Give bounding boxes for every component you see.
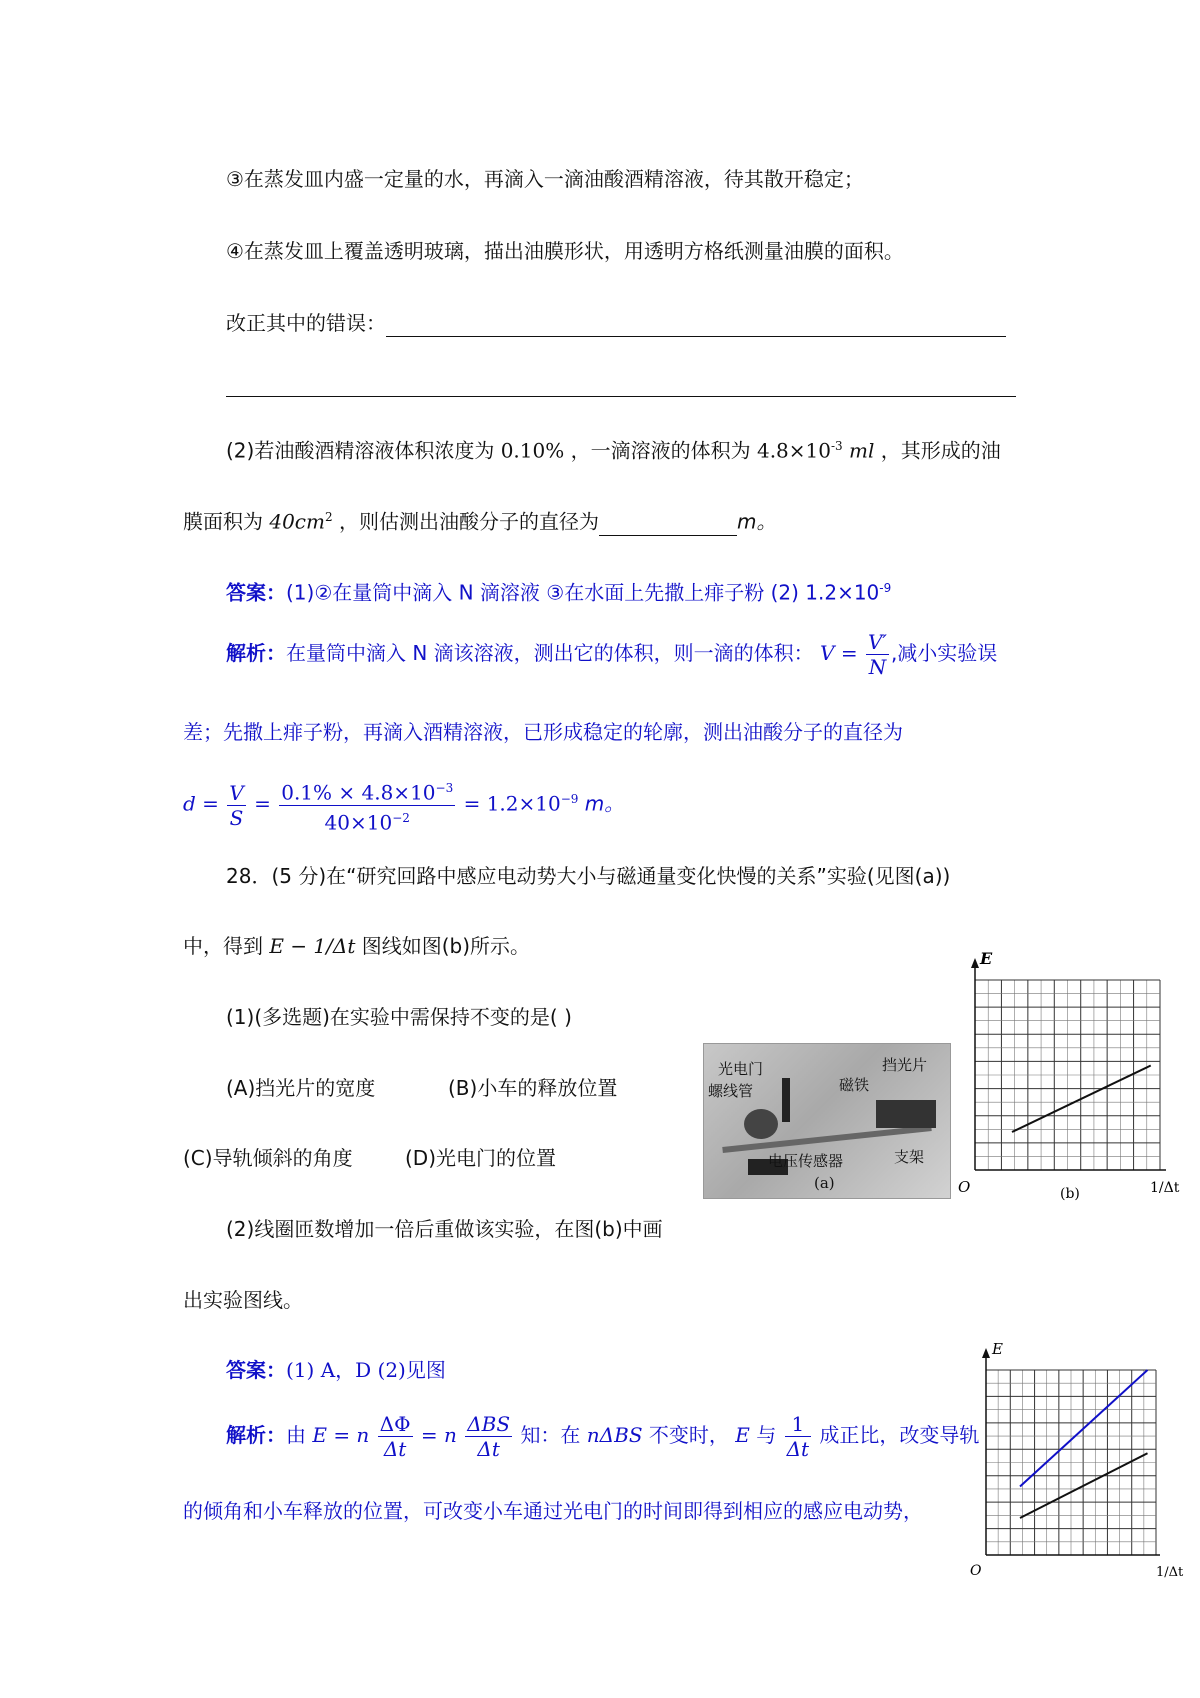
graph-b-ylabel: E	[980, 950, 993, 968]
answer-2-text: (1) A，D (2)见图	[286, 1358, 446, 1382]
bs-fraction	[465, 1412, 512, 1461]
q2-vol: 4.8×10	[756, 438, 831, 463]
label-gate: 光电门	[718, 1060, 764, 1078]
q28-sub-2-cont: 出实验图线。	[183, 1288, 303, 1312]
emf-symbol: E	[735, 1423, 750, 1447]
graph-answer-y-arrow	[982, 1348, 990, 1358]
analysis-2-line-2: 的倾角和小车释放的位置，可改变小车通过光电门的时间即得到相应的感应电动势，	[183, 1499, 923, 1523]
q2-area: 40cm	[269, 509, 325, 534]
inverse-den: Δt	[786, 1437, 810, 1461]
inverse-fraction	[785, 1412, 811, 1461]
q2-line-1	[226, 432, 1001, 465]
graph-b-y-arrow	[971, 958, 979, 968]
q2-text-e: ，则估测出油酸分子的直径为	[338, 509, 599, 534]
option-c: (C)导轨倾斜的角度	[183, 1146, 353, 1170]
answer-1-exp: -9	[879, 581, 892, 595]
q2-area-exp: 2	[324, 510, 333, 524]
gate-shape	[782, 1078, 790, 1122]
flux-num: ΔΦ	[379, 1412, 411, 1436]
q28-sub-2: (2)线圈匝数增加一倍后重做该实验，在图(b)中画	[226, 1217, 663, 1241]
graph-answer-origin: O	[970, 1563, 982, 1579]
q28-text-a: 中，得到	[183, 934, 263, 958]
value-fraction-den	[279, 806, 455, 835]
step-3: ③在蒸发皿内盛一定量的水，再滴入一滴油酸酒精溶液，待其散开稳定；	[226, 167, 864, 191]
q2-text-a: (2)若油酸酒精溶液体积浓度为	[226, 438, 495, 463]
eq-n: = n	[420, 1423, 457, 1447]
d-lhs: d =	[183, 791, 219, 816]
label-shutter: 挡光片	[882, 1056, 928, 1074]
q2-text-c: ，其形成的油	[880, 438, 1001, 463]
volume-fraction-num: V′	[867, 630, 887, 654]
q2-vol-exp: -3	[830, 439, 843, 453]
analysis-2-text-d: 与	[756, 1423, 777, 1447]
q28-line-1: 28．(5 分)在“研究回路中感应电动势大小与磁通量变化快慢的关系”实验(见图(a))	[226, 864, 951, 888]
graph-b	[950, 950, 1200, 1210]
value-fraction-num	[279, 776, 455, 806]
series-line-2	[1020, 1370, 1148, 1487]
label-sensor: 电压传感器	[768, 1152, 844, 1170]
analysis-2-text-a: 由	[286, 1423, 306, 1447]
q28-formula: E − 1/Δt	[269, 934, 356, 958]
series-line-1	[1012, 1066, 1151, 1133]
bs-den: Δt	[477, 1437, 500, 1461]
analysis-2-line-1	[226, 1402, 979, 1468]
q2-line-2	[183, 503, 776, 536]
result-text: = 1.2×10	[463, 791, 561, 816]
cart-shape	[876, 1100, 936, 1128]
d-fraction	[227, 781, 245, 830]
value-fraction	[279, 776, 455, 834]
diameter-formula	[183, 768, 625, 835]
emf-lhs: E = n	[312, 1423, 370, 1447]
value-den-exp: −2	[392, 810, 410, 825]
diameter-blank[interactable]	[599, 509, 737, 536]
label-stand: 支架	[894, 1148, 925, 1166]
answer-1	[226, 574, 891, 607]
answer-2	[226, 1356, 446, 1384]
volume-fraction-den: N	[868, 655, 887, 679]
q28-sub-1: (1)(多选题)在实验中需保持不变的是( )	[226, 1005, 572, 1029]
result-exp: −9	[560, 792, 579, 806]
q2-text-d: 膜面积为	[183, 509, 263, 534]
result-unit: m。	[584, 791, 625, 816]
q2-text-b: ，一滴溶液的体积为	[570, 438, 751, 463]
label-coil: 螺线管	[708, 1082, 754, 1100]
analysis-2-label: 解析：	[226, 1423, 286, 1447]
graph-answer-ylabel: E	[992, 1340, 1003, 1358]
analysis-1-line-2: 差；先撒上痱子粉，再滴入酒精溶液，已形成稳定的轮廓，测出油酸分子的直径为	[183, 720, 903, 744]
apparatus-photo	[703, 1043, 951, 1199]
inverse-num: 1	[785, 1412, 811, 1437]
answer-1-label: 答案：	[226, 580, 286, 605]
nbs: nΔBS	[586, 1423, 643, 1447]
flux-den: Δt	[383, 1437, 407, 1461]
graph-b-xlabel: 1/Δt	[1150, 1180, 1180, 1196]
value-num-exp: −3	[435, 781, 454, 795]
correct-prompt-label: 改正其中的错误：	[226, 311, 386, 335]
graph-b-lines	[1012, 1066, 1151, 1133]
answer-blank-2[interactable]	[226, 396, 1016, 397]
step-4: ④在蒸发皿上覆盖透明玻璃，描出油膜形状，用透明方格纸测量油膜的面积。	[226, 239, 904, 263]
graph-b-caption: (b)	[1060, 1186, 1080, 1202]
answer-1-text: (1)②在量筒中滴入 N 滴溶液 ③在水面上先撒上痱子粉 (2) 1.2×10	[286, 580, 880, 605]
analysis-1-label: 解析：	[226, 641, 286, 665]
volume-formula-lhs: V =	[820, 641, 858, 665]
value-num-text: 0.1% × 4.8×10	[281, 780, 436, 805]
analysis-1-text-b: ,减小实验误	[890, 641, 998, 665]
analysis-2-text-e: 成正比，改变导轨	[819, 1423, 980, 1447]
option-a: (A)挡光片的宽度	[226, 1076, 376, 1100]
q2-vol-unit: ml	[849, 438, 875, 463]
answer-blank-1[interactable]	[386, 310, 1006, 337]
correct-prompt	[226, 309, 1006, 337]
flux-fraction	[378, 1412, 413, 1461]
d-eq: =	[254, 791, 271, 816]
q28-line-2	[183, 932, 530, 960]
series-line-1	[1020, 1453, 1148, 1518]
d-fraction-num: V	[229, 780, 244, 805]
label-magnet: 磁铁	[839, 1076, 870, 1094]
label-caption-a: (a)	[814, 1174, 835, 1192]
graph-answer-xlabel: 1/Δt	[1156, 1565, 1184, 1580]
coil-shape	[744, 1109, 778, 1139]
option-b: (B)小车的释放位置	[448, 1076, 618, 1100]
graph-answer	[960, 1340, 1200, 1585]
volume-fraction	[866, 630, 889, 679]
analysis-2-text-c: 不变时，	[648, 1423, 729, 1447]
analysis-2-text-b: 知：在	[520, 1423, 581, 1447]
graph-b-origin: O	[958, 1178, 971, 1196]
option-d: (D)光电门的位置	[405, 1146, 557, 1170]
analysis-1-text-a: 在量筒中滴入 N 滴该溶液，测出它的体积，则一滴的体积：	[286, 641, 814, 665]
bs-num: ΔBS	[467, 1412, 511, 1436]
d-fraction-den: S	[229, 805, 244, 830]
answer-2-label: 答案：	[226, 1358, 286, 1382]
q2-unit: m。	[736, 509, 777, 534]
value-den-text: 40×10	[324, 810, 393, 835]
graph-answer-lines	[1020, 1370, 1148, 1518]
analysis-1-line-1	[226, 625, 997, 681]
q2-conc: 0.10%	[500, 438, 565, 463]
q28-text-b: 图线如图(b)所示。	[361, 934, 531, 958]
